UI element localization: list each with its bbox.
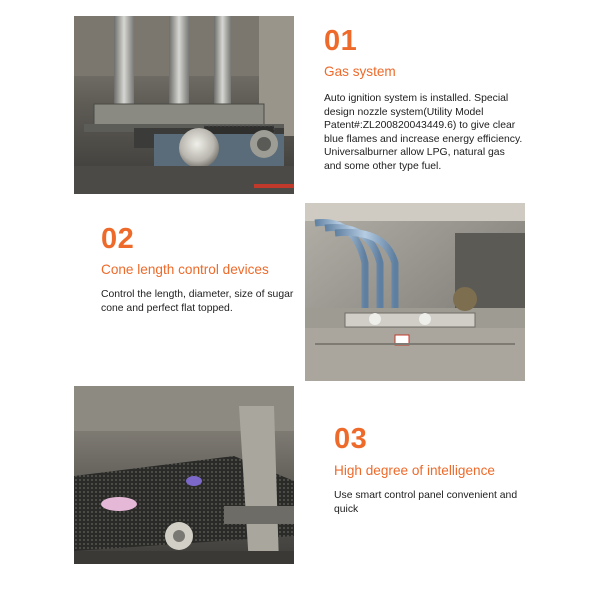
section-description: Auto ignition system is installed. Special design nozzle system(Utility Model Patent#:ZL200820043449.6) to give clear blue flames and increase energy efficiency. Universalburner allow LPG, natural gas and some other type fuel. [324,93,523,172]
gas-system-section [324,26,524,174]
intelligence-section [334,424,534,516]
section-number: 03 [334,423,368,455]
section-title: High degree of intelligence [334,463,495,478]
intelligence-photo [74,386,294,564]
section-title: Gas system [324,64,396,79]
cone-length-control-photo [305,203,525,381]
section-description: Use smart control panel convenient and quick [334,490,518,515]
section-description: Control the length, diameter, size of sugar cone and perfect flat topped. [101,289,294,314]
section-number: 02 [101,223,135,255]
gas-system-photo [74,16,294,194]
section-number: 01 [324,25,358,57]
section-title: Cone length control devices [101,262,269,277]
cone-length-section [101,224,301,315]
